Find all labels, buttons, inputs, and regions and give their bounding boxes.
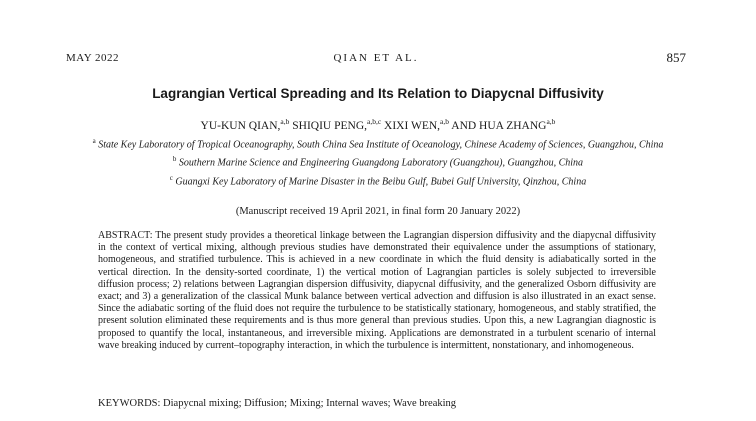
author-name: YU-KUN QIAN, [200, 119, 281, 132]
manuscript-dates: (Manuscript received 19 April 2021, in final form 20 January 2022) [235, 206, 521, 217]
page-number: 857 [666, 50, 686, 65]
affiliation-text: Guangxi Key Laboratory of Marine Disaster in the Beibu Gulf, Bubei Gulf University, Qinzhou, China [175, 175, 587, 187]
affiliation [90, 152, 666, 170]
header-date: MAY 2022 [66, 52, 120, 64]
header-authors: QIAN ET AL. [333, 52, 419, 64]
author-affil-mark: a,b [280, 117, 290, 126]
affiliations [90, 134, 666, 189]
affiliation [90, 171, 666, 189]
author-affil-mark: a,b [546, 117, 556, 126]
author-name: SHIQIU PENG, [292, 119, 367, 132]
affiliation-mark: a [92, 137, 96, 145]
author-name: AND HUA ZHANG [451, 119, 547, 132]
keywords: KEYWORDS: Diapycnal mixing; Diffusion; Mixing; Internal waves; Wave breaking [98, 398, 457, 409]
abstract: ABSTRACT: The present study provides a theoretical linkage between the Lagrangian dispersion diffusivity and the diapycnal diffusivity in the context of vertical mixing, although previous studies have demonstrated their equivalence under the assumptions of stationary, homogeneous, and stratified turbulence. This is achieved in a new coordinate in which the fluid density is adiabatically sorted in the vertical direction. In the density-sorted coordinate, 1) the vertical motion of Lagrangian particles is solely subjected to irreversible diffusion process; 2) relations between Lagrangian dispersion diffusivity, diapycnal diffusivity, and the generalized Osborn diffusivity are exact; and 3) a generalization of the classical Munk balance between vertical advection and diffusion is also illustrated in an exact sense. Since the adiabatic sorting of the fluid does not require the turbulence to be statistically stationary, homogeneous, and stably stratified, the present solution eliminated these requirements and is thus more general than previous studies. Upon this, a new Lagrangian diagnostic is proposed to quantify the local, instantaneous, and irreversible mixing. Applications are demonstrated in a turbulent scenario of internal wave breaking induced by current–topography interaction, in which the turbulence is intermittent, nonstationary, and inhomogeneous. [98, 230, 656, 351]
running-header [66, 52, 686, 68]
paper-title: Lagrangian Vertical Spreading and Its Relation to Diapycnal Diffusivity [152, 86, 604, 101]
affiliation-text: State Key Laboratory of Tropical Oceanography, South China Sea Institute of Oceanology, Chinese Academy of Sciences, Guangzhou, China [98, 139, 664, 151]
author-affil-mark: a,b,c [367, 117, 382, 126]
author-affil-mark: a,b [440, 117, 450, 126]
author-list [0, 117, 756, 132]
affiliation-text: Southern Marine Science and Engineering Guangdong Laboratory (Guangzhou), Guangzhou, China [178, 157, 584, 169]
author-name: XIXI WEN, [384, 119, 441, 132]
affiliation [90, 134, 666, 152]
affiliation-mark: c [169, 173, 173, 182]
affiliation-mark: b [172, 155, 177, 164]
